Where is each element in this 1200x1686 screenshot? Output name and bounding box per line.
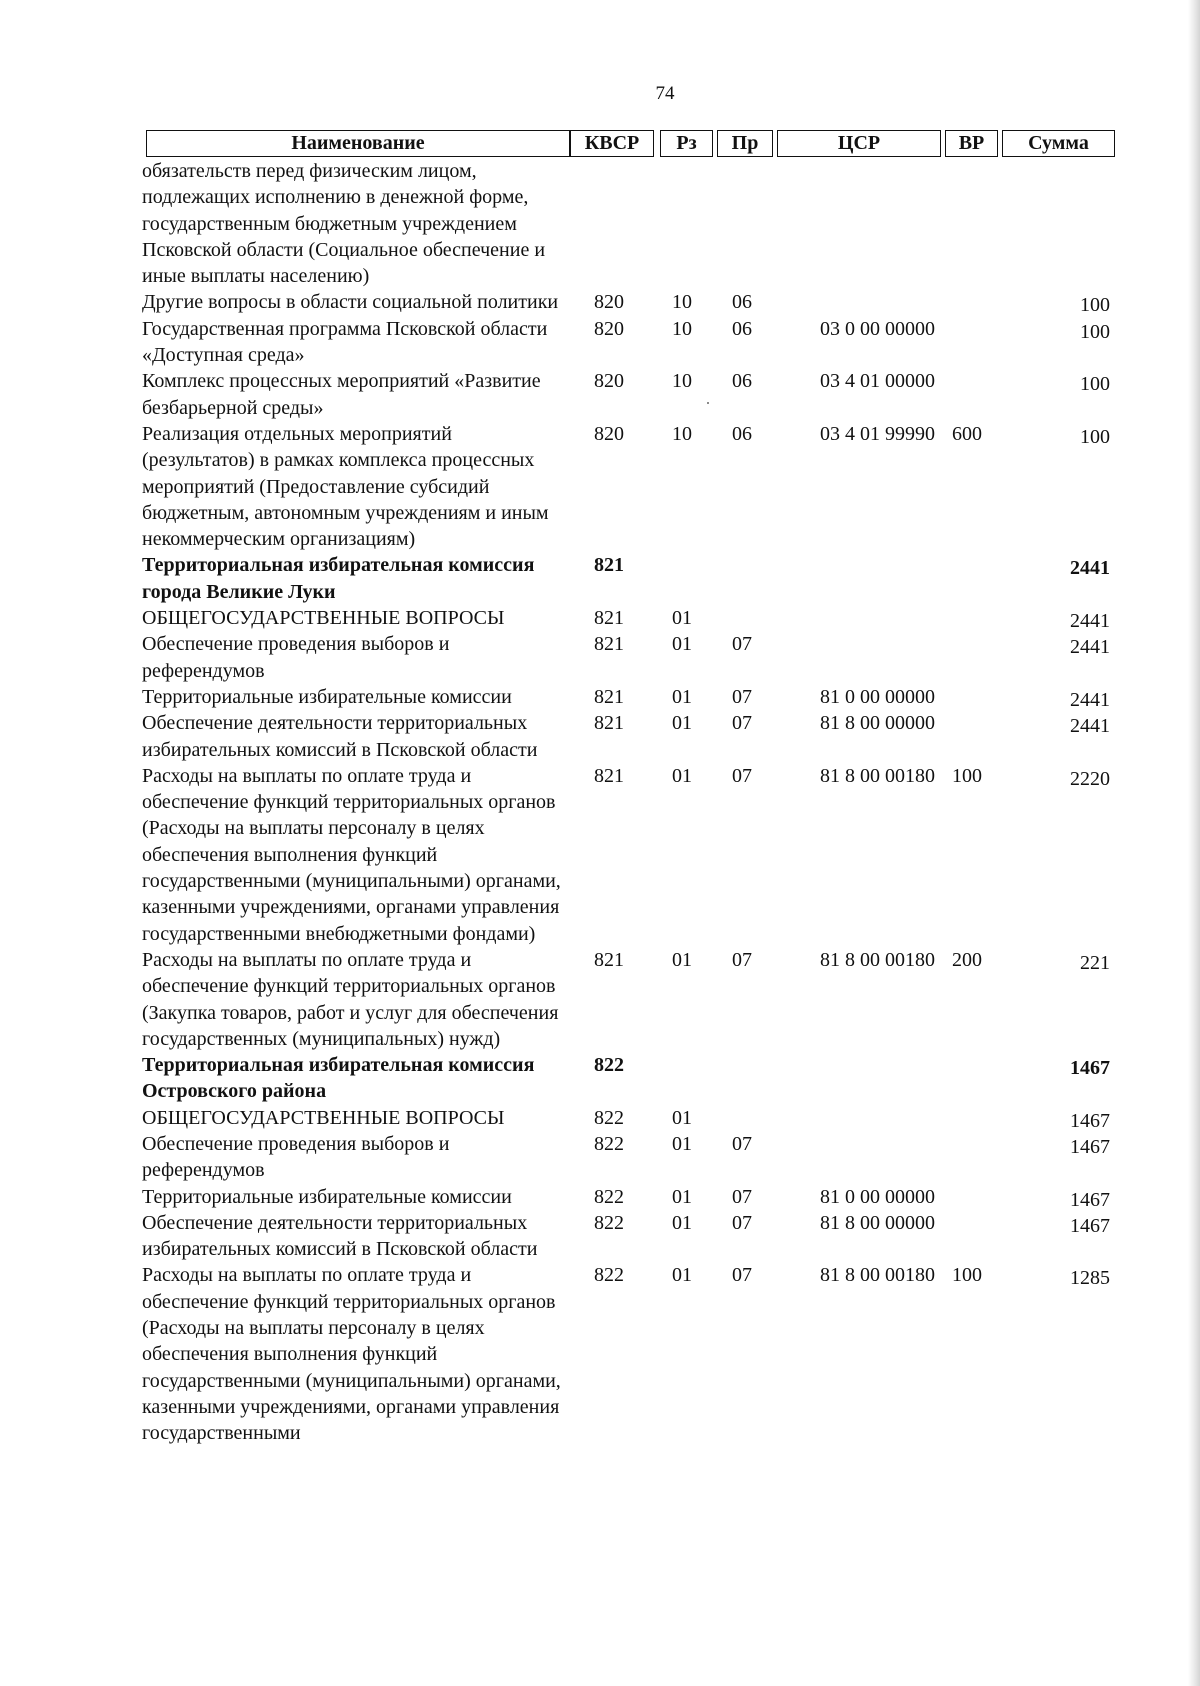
row-kvsr: 822 — [594, 1132, 624, 1155]
row-rz: 01 — [672, 948, 692, 971]
row-name: Территориальная избирательная комиссия Островского района — [142, 1054, 535, 1103]
row-kvsr: 822 — [594, 1054, 624, 1077]
row-kvsr: 820 — [594, 291, 624, 314]
row-csr: 81 0 00 00000 — [820, 1185, 935, 1208]
row-csr: 03 4 01 99990 — [820, 422, 935, 445]
row-name: Территориальные избирательные комиссии — [142, 1185, 512, 1208]
row-name: обязательств перед физическим лицом, подлежащих исполнению в денежной форме, государственным бюджетным учреждением Псковской области (Социальное обеспечение и иные выплаты населению) — [142, 160, 546, 288]
row-sum: 1467 — [1070, 1057, 1110, 1080]
row-vr: 100 — [952, 1264, 982, 1287]
row-sum: 100 — [1080, 425, 1110, 448]
row-name: Территориальные избирательные комиссии — [142, 685, 512, 708]
row-pr: 07 — [732, 1185, 752, 1208]
row-pr: 06 — [732, 291, 752, 314]
row-sum: 2441 — [1070, 636, 1110, 659]
column-header-name: Наименование — [146, 130, 570, 157]
row-sum: 1467 — [1070, 1109, 1110, 1132]
row-sum: 100 — [1080, 320, 1110, 343]
row-pr: 07 — [732, 1211, 752, 1234]
row-csr: 81 8 00 00180 — [820, 1264, 935, 1287]
row-rz: 01 — [672, 633, 692, 656]
row-kvsr: 820 — [594, 370, 624, 393]
table-row — [0, 1184, 1200, 1210]
row-pr: 07 — [732, 685, 752, 708]
table-row — [0, 1052, 1200, 1105]
row-csr: 81 0 00 00000 — [820, 685, 935, 708]
row-sum: 100 — [1080, 294, 1110, 317]
row-name: Расходы на выплаты по оплате труда и обеспечение функций территориальных органов (Расходы на выплаты персоналу в целях обеспечения выполнения функций государственными (муниципальными) органами, казенными учреждениями, органами управления государственными — [142, 1264, 561, 1445]
row-name: Обеспечение деятельности территориальных избирательных комиссий в Псковской области — [142, 712, 538, 761]
row-pr: 07 — [732, 1264, 752, 1287]
row-name: Обеспечение деятельности территориальных избирательных комиссий в Псковской области — [142, 1211, 538, 1261]
table-row — [0, 947, 1200, 1052]
row-pr: 07 — [732, 1132, 752, 1155]
row-kvsr: 821 — [594, 948, 624, 971]
column-header-csr: ЦСР — [777, 130, 941, 157]
column-header-sum: Сумма — [1002, 130, 1115, 157]
row-name: Обеспечение проведения выборов и референдумов — [142, 1132, 450, 1182]
row-name: Расходы на выплаты по оплате труда и обеспечение функций территориальных органов (Закупка товаров, работ и услуг для обеспечения государственных (муниципальных) нужд) — [142, 948, 559, 1050]
row-sum: 2220 — [1070, 767, 1110, 790]
row-pr: 07 — [732, 764, 752, 787]
row-sum: 100 — [1080, 373, 1110, 396]
row-sum: 2441 — [1070, 557, 1110, 580]
row-kvsr: 820 — [594, 317, 624, 340]
row-kvsr: 822 — [594, 1106, 624, 1129]
column-header-kvsr: КВСР — [570, 130, 654, 157]
row-rz: 01 — [672, 764, 692, 787]
row-rz: 01 — [672, 1211, 692, 1234]
row-rz: 10 — [672, 422, 692, 445]
row-name: ОБЩЕГОСУДАРСТВЕННЫЕ ВОПРОСЫ — [142, 1106, 505, 1129]
table-row — [0, 684, 1200, 710]
row-kvsr: 821 — [594, 607, 624, 630]
row-name: Комплекс процессных мероприятий «Развитие безбарьерной среды» — [142, 370, 541, 419]
scan-speck — [707, 402, 709, 404]
row-csr: 81 8 00 00180 — [820, 764, 935, 787]
row-pr: 07 — [732, 948, 752, 971]
row-rz: 01 — [672, 607, 692, 630]
row-rz: 10 — [672, 370, 692, 393]
page-number: 74 — [655, 83, 675, 104]
row-name: Реализация отдельных мероприятий (результатов) в рамках комплекса процессных мероприятий (Предоставление субсидий бюджетным, автономным учреждениям и иным некоммерческим организациям) — [142, 422, 549, 551]
row-rz: 01 — [672, 1132, 692, 1155]
row-rz: 10 — [672, 317, 692, 340]
row-csr: 03 4 01 00000 — [820, 370, 935, 393]
row-kvsr: 821 — [594, 712, 624, 735]
table-row — [0, 158, 1200, 289]
table-row — [0, 1131, 1200, 1184]
table-row — [0, 605, 1200, 631]
row-csr: 03 0 00 00000 — [820, 317, 935, 340]
table-row — [0, 368, 1200, 421]
row-kvsr: 821 — [594, 633, 624, 656]
column-header-pr: Пр — [717, 130, 773, 157]
row-sum: 2441 — [1070, 688, 1110, 711]
table-row — [0, 631, 1200, 684]
row-rz: 01 — [672, 685, 692, 708]
table-row — [0, 710, 1200, 763]
row-rz: 01 — [672, 712, 692, 735]
row-kvsr: 822 — [594, 1211, 624, 1234]
row-name: Государственная программа Псковской области «Доступная среда» — [142, 317, 548, 367]
row-name: ОБЩЕГОСУДАРСТВЕННЫЕ ВОПРОСЫ — [142, 607, 505, 630]
row-kvsr: 821 — [594, 764, 624, 787]
row-sum: 2441 — [1070, 610, 1110, 633]
row-rz: 10 — [672, 291, 692, 314]
row-pr: 07 — [732, 633, 752, 656]
row-kvsr: 822 — [594, 1264, 624, 1287]
row-csr: 81 8 00 00180 — [820, 948, 935, 971]
column-header-vr: ВР — [945, 130, 998, 157]
row-name: Другие вопросы в области социальной политики — [142, 291, 559, 314]
row-csr: 81 8 00 00000 — [820, 712, 935, 735]
row-vr: 200 — [952, 948, 982, 971]
row-name: Расходы на выплаты по оплате труда и обеспечение функций территориальных органов (Расходы на выплаты персоналу в целях обеспечения выполнения функций государственными (муниципальными) органами, казенными учреждениями, органами управления государственными внебюджетными фондами) — [142, 764, 561, 945]
row-pr: 06 — [732, 370, 752, 393]
row-vr: 100 — [952, 764, 982, 787]
table-row — [0, 289, 1200, 315]
row-name: Обеспечение проведения выборов и референдумов — [142, 633, 450, 682]
row-pr: 06 — [732, 422, 752, 445]
row-kvsr: 822 — [594, 1185, 624, 1208]
row-csr: 81 8 00 00000 — [820, 1211, 935, 1234]
row-vr: 600 — [952, 422, 982, 445]
table-row — [0, 1262, 1200, 1446]
row-kvsr: 821 — [594, 685, 624, 708]
table-body — [0, 158, 1200, 1447]
row-pr: 07 — [732, 712, 752, 735]
row-sum: 1467 — [1070, 1188, 1110, 1211]
row-sum: 2441 — [1070, 715, 1110, 738]
row-rz: 01 — [672, 1106, 692, 1129]
table-row — [0, 1210, 1200, 1263]
row-name: Территориальная избирательная комиссия города Великие Луки — [142, 554, 535, 603]
row-pr: 06 — [732, 317, 752, 340]
table-row — [0, 763, 1200, 947]
scan-edge — [1188, 0, 1200, 1686]
table-row — [0, 1105, 1200, 1131]
table-row — [0, 316, 1200, 369]
row-kvsr: 821 — [594, 554, 624, 577]
table-row — [0, 552, 1200, 605]
column-header-rz: Рз — [660, 130, 713, 157]
row-rz: 01 — [672, 1185, 692, 1208]
row-rz: 01 — [672, 1264, 692, 1287]
table-row — [0, 421, 1200, 552]
row-sum: 221 — [1080, 951, 1110, 974]
row-sum: 1467 — [1070, 1135, 1110, 1158]
row-sum: 1467 — [1070, 1214, 1110, 1237]
row-kvsr: 820 — [594, 422, 624, 445]
row-sum: 1285 — [1070, 1267, 1110, 1290]
